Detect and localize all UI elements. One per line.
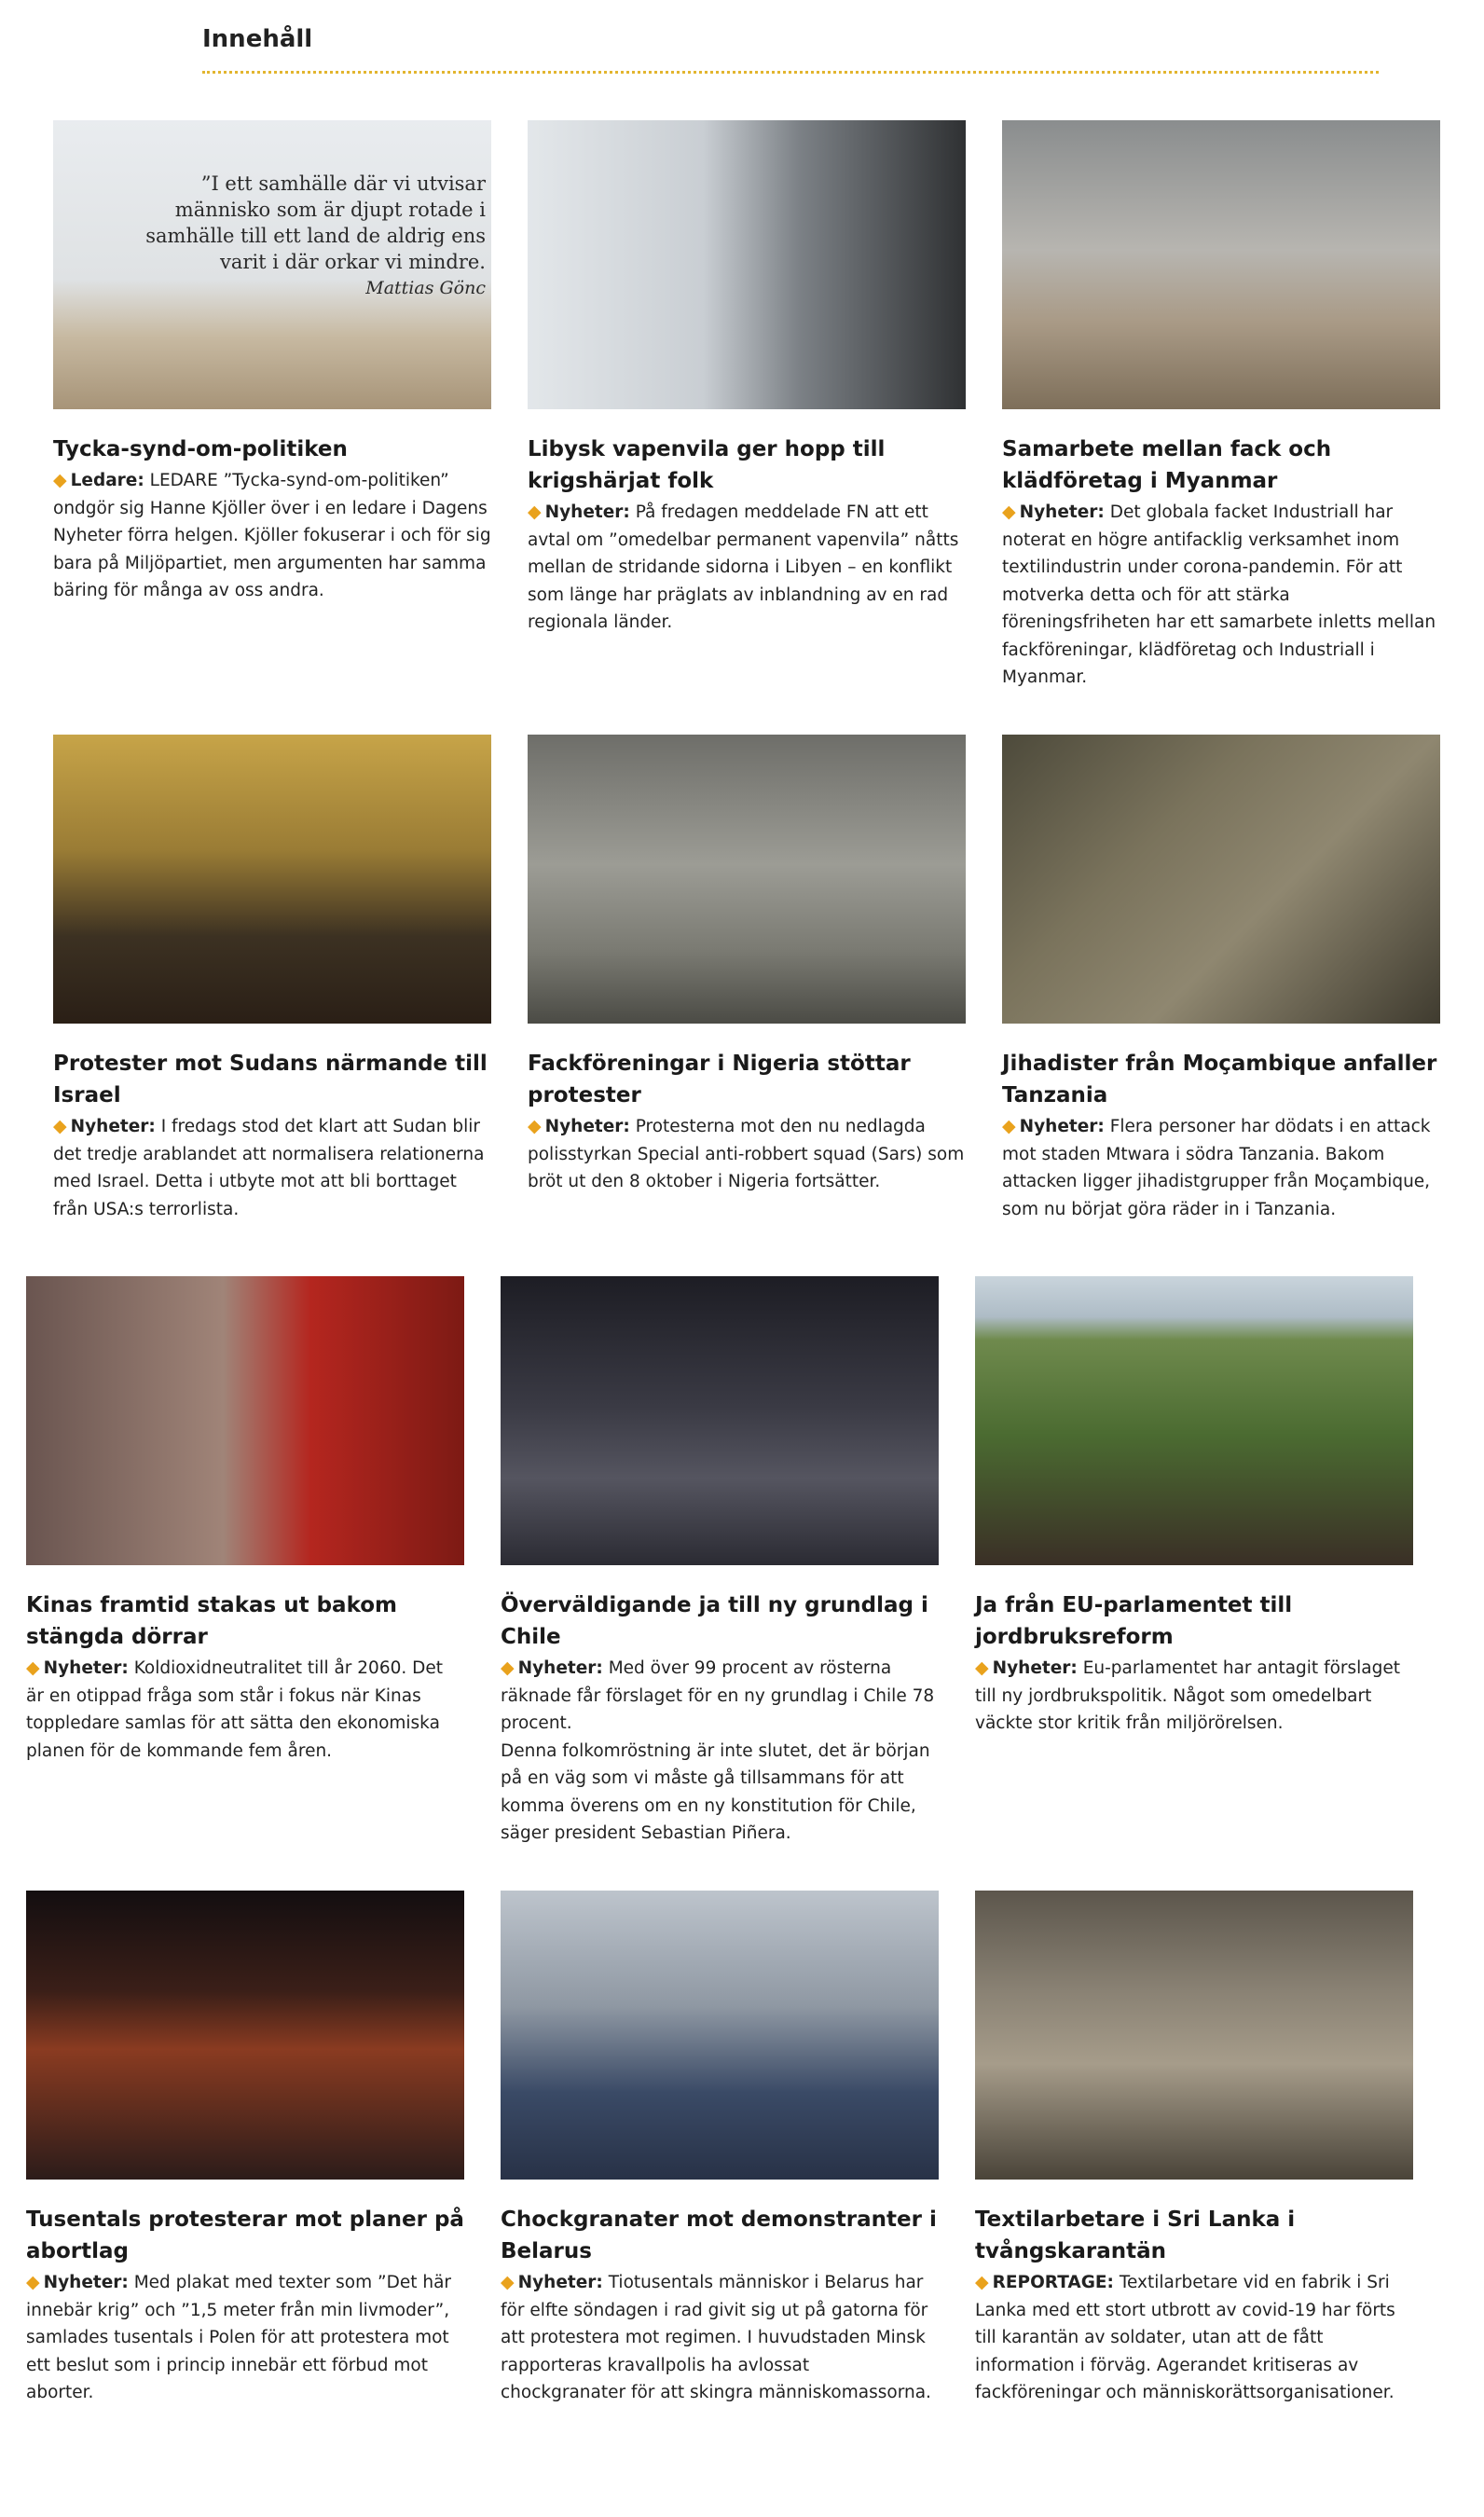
diamond-icon: ◆: [501, 1657, 515, 1678]
page-title: Innehåll: [202, 25, 313, 53]
article-summary: ◆ Nyheter: Tiotusentals människor i Belarus har för elfte söndagen i rad givit sig ut på gatorna för att protestera mot regimen. I huvudstaden Minsk rapporteras kravallpolis ha avlossat chockgranater för att skingra människomassorna.: [501, 2272, 931, 2402]
article-summary: ◆ Nyheter: På fredagen meddelade FN att ett avtal om ”omedelbar permanent vapenvila” nåtts mellan de stridande sidorna i Libyen – en konflikt som länge har präglats av inblandning av en rad regionala länder.: [528, 502, 959, 632]
diamond-icon: ◆: [26, 2272, 40, 2292]
article-card[interactable]: [501, 1891, 939, 2407]
article-card[interactable]: [528, 120, 966, 637]
article-category: Nyheter:: [992, 1658, 1078, 1678]
article-title[interactable]: Överväldigande ja till ny grundlag i Chile: [501, 1593, 928, 1649]
article-card[interactable]: [975, 1276, 1413, 1738]
article-title[interactable]: Jihadister från Moçambique anfaller Tanzania: [1002, 1052, 1437, 1107]
article-category: Nyheter:: [43, 2273, 129, 2292]
article-image[interactable]: [1002, 120, 1440, 409]
article-card[interactable]: [501, 1276, 939, 1848]
article-image[interactable]: [975, 1891, 1413, 2180]
article-image[interactable]: [53, 120, 491, 409]
article-image[interactable]: [53, 735, 491, 1024]
article-image[interactable]: [528, 120, 966, 409]
article-summary: ◆ Ledare: LEDARE ”Tycka-synd-om-politiken” ondgör sig Hanne Kjöller över i en ledare i Dagens Nyheter förra helgen. Kjöller fokuserar i och för sig bara på Miljöpartiet, men argumenten har samma bäring för många av oss andra.: [53, 470, 491, 600]
article-category: Nyheter:: [43, 1658, 129, 1678]
article-title[interactable]: Chockgranater mot demonstranter i Belarus: [501, 2208, 937, 2263]
article-card[interactable]: [528, 735, 966, 1196]
article-category: REPORTAGE:: [992, 2273, 1114, 2292]
diamond-icon: ◆: [528, 1116, 542, 1136]
diamond-icon: ◆: [1002, 1116, 1016, 1136]
article-title[interactable]: Protester mot Sudans närmande till Israel: [53, 1052, 488, 1107]
article-category: Nyheter:: [70, 1117, 156, 1136]
article-card[interactable]: [1002, 735, 1440, 1223]
article-image[interactable]: [26, 1276, 464, 1565]
diamond-icon: ◆: [528, 502, 542, 522]
diamond-icon: ◆: [53, 1116, 67, 1136]
article-category: Nyheter:: [517, 1658, 603, 1678]
article-image[interactable]: [26, 1891, 464, 2180]
article-card[interactable]: [53, 120, 491, 605]
article-summary: ◆ Nyheter: Med över 99 procent av rösterna räknade får förslaget för en ny grundlag i Chile 78 procent. Denna folkomröstning är inte slutet, det är början på en väg som vi måste gå tillsammans för att komma överens om en ny konstitution för Chile, säger president Sebastian Piñera.: [501, 1657, 935, 1843]
diamond-icon: ◆: [975, 2272, 989, 2292]
article-summary: ◆ Nyheter: Protesterna mot den nu nedlagda polisstyrkan Special anti-robbert squad (Sars) som bröt ut den 8 oktober i Nigeria fortsätter.: [528, 1116, 965, 1191]
diamond-icon: ◆: [1002, 502, 1016, 522]
article-summary: ◆ Nyheter: Koldioxidneutralitet till år 2060. Det är en otippad fråga som står i fokus när Kinas toppledare samlas för att sätta den ekonomiska planen för de kommande fem åren.: [26, 1657, 444, 1761]
article-category: Nyheter:: [517, 2273, 603, 2292]
article-category: Nyheter:: [544, 502, 630, 522]
article-summary: ◆ Nyheter: Flera personer har dödats i en attack mot staden Mtwara i södra Tanzania. Bakom attacken ligger jihadistgrupper från Moçambique, som nu börjat göra räder in i Tanzania.: [1002, 1116, 1431, 1219]
content-header: [202, 22, 1379, 74]
article-card[interactable]: [975, 1891, 1413, 2407]
article-category: Nyheter:: [1019, 1117, 1105, 1136]
article-title[interactable]: Samarbete mellan fack och klädföretag i Myanmar: [1002, 437, 1332, 493]
diamond-icon: ◆: [53, 470, 67, 490]
article-title[interactable]: Fackföreningar i Nigeria stöttar protester: [528, 1052, 911, 1107]
article-card[interactable]: [26, 1276, 464, 1765]
article-image[interactable]: [501, 1891, 939, 2180]
diamond-icon: ◆: [501, 2272, 515, 2292]
article-title[interactable]: Ja från EU-parlamentet till jordbruksreform: [975, 1593, 1293, 1649]
article-image[interactable]: [501, 1276, 939, 1565]
article-category: Ledare:: [70, 471, 144, 490]
article-title[interactable]: Textilarbetare i Sri Lanka i tvångskarantän: [975, 2208, 1296, 2263]
dotted-divider: [202, 71, 1379, 74]
article-summary: ◆ Nyheter: I fredags stod det klart att Sudan blir det tredje arablandet att normalisera relationerna med Israel. Detta i utbyte mot att bli borttaget från USA:s terrorlista.: [53, 1116, 485, 1219]
article-summary: ◆ Nyheter: Eu-parlamentet har antagit förslaget till ny jordbrukspolitik. Något som omedelbart väckte stor kritik från miljörörelsen.: [975, 1657, 1401, 1733]
article-image[interactable]: [1002, 735, 1440, 1024]
article-image[interactable]: [975, 1276, 1413, 1565]
article-card[interactable]: [53, 735, 491, 1223]
article-category: Nyheter:: [1019, 502, 1105, 522]
article-title[interactable]: Kinas framtid stakas ut bakom stängda dörrar: [26, 1593, 398, 1649]
article-title[interactable]: Tycka-synd-om-politiken: [53, 437, 348, 461]
article-summary: ◆ REPORTAGE: Textilarbetare vid en fabrik i Sri Lanka med ett stort utbrott av covid-19 har förts till karantän av soldater, utan att de fått information i förväg. Agerandet kritiseras av fackföreningar och människorättsorganisationer.: [975, 2272, 1395, 2402]
image-quote: ”I ett samhälle där vi utvisar människo som är djupt rotade i samhälle till ett land de aldrig ens varit i där orkar vi mindre. Mattias Gönc: [145, 172, 486, 298]
article-category: Nyheter:: [544, 1117, 630, 1136]
diamond-icon: ◆: [975, 1657, 989, 1678]
article-card[interactable]: [1002, 120, 1440, 692]
article-image[interactable]: [528, 735, 966, 1024]
article-card[interactable]: [26, 1891, 464, 2407]
article-title[interactable]: Tusentals protesterar mot planer på abortlag: [26, 2208, 464, 2263]
diamond-icon: ◆: [26, 1657, 40, 1678]
article-summary: ◆ Nyheter: Det globala facket Industriall har noterat en högre antifacklig verksamhet inom textilindustrin under corona-pandemin. För att motverka detta och för att stärka föreningsfriheten har ett samarbete inletts mellan fackföreningar, klädföretag och Industriall i Myanmar.: [1002, 502, 1436, 687]
article-summary: ◆ Nyheter: Med plakat med texter som ”Det här innebär krig” och ”1,5 meter från min livmoder”, samlades tusentals i Polen för att protestera mot ett beslut som i princip innebär ett förbud mot aborter.: [26, 2272, 452, 2402]
article-title[interactable]: Libysk vapenvila ger hopp till krigshärjat folk: [528, 437, 886, 493]
